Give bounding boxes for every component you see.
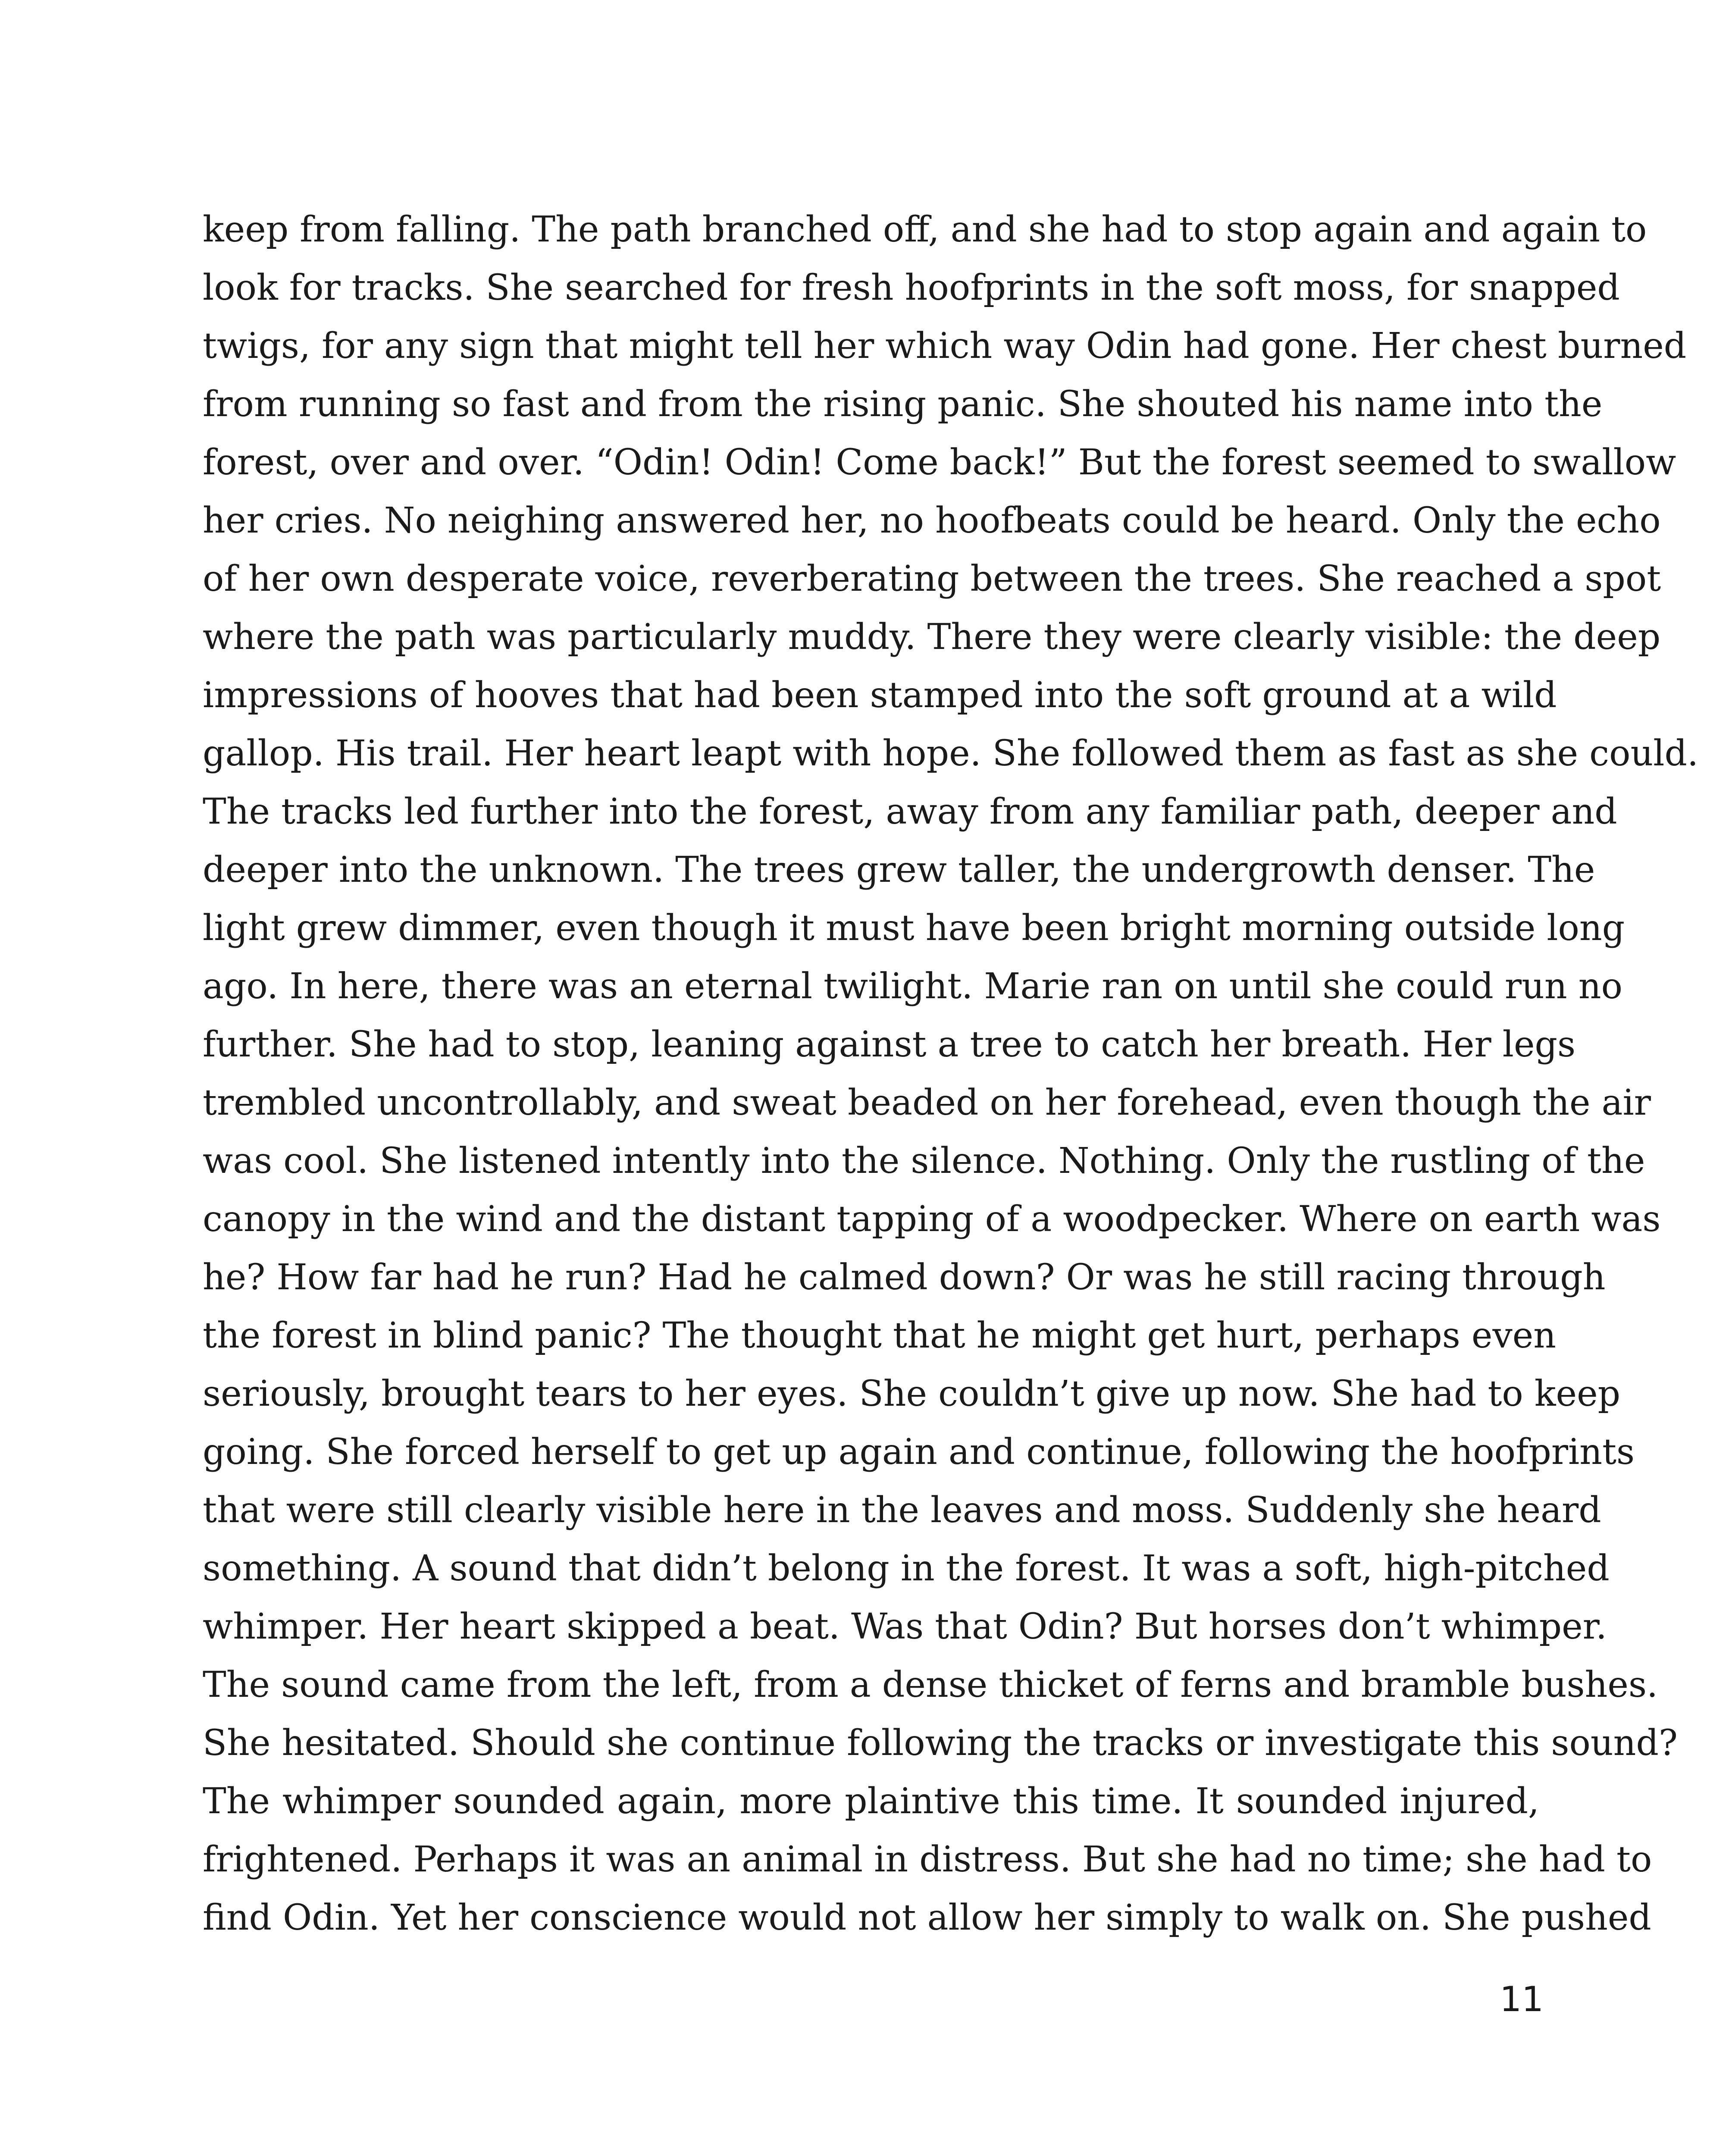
text-line: gallop. His trail. Her heart leapt with hope. She followed them as fast as she could. [203, 733, 1699, 774]
text-line: ago. In here, there was an eternal twilight. Marie ran on until she could run no [203, 966, 1622, 1007]
text-line: trembled uncontrollably, and sweat beaded on her forehead, even though the air [203, 1082, 1651, 1123]
text-line: canopy in the wind and the distant tapping of a woodpecker. Where on earth was [203, 1199, 1661, 1240]
text-line: where the path was particularly muddy. There they were clearly visible: the deep [203, 617, 1661, 658]
text-line: of her own desperate voice, reverberating between the trees. She reached a spot [203, 558, 1661, 599]
text-line: She hesitated. Should she continue following the tracks or investigate this sound? [203, 1723, 1678, 1764]
text-line: twigs, for any sign that might tell her which way Odin had gone. Her chest burned [203, 326, 1687, 367]
text-line: whimper. Her heart skipped a beat. Was that Odin? But horses don’t whimper. [203, 1606, 1607, 1647]
text-line: frightened. Perhaps it was an animal in distress. But she had no time; she had to [203, 1839, 1652, 1880]
text-line: he? How far had he run? Had he calmed down? Or was he still racing through [203, 1257, 1606, 1298]
text-line: something. A sound that didn’t belong in the forest. It was a soft, high-pitched [203, 1548, 1610, 1589]
text-line: deeper into the unknown. The trees grew taller, the undergrowth denser. The [203, 849, 1595, 890]
body-text [203, 201, 1699, 1947]
text-line: The tracks led further into the forest, away from any familiar path, deeper and [203, 791, 1617, 832]
text-line: find Odin. Yet her conscience would not allow her simply to walk on. She pushed [203, 1897, 1651, 1938]
text-line: was cool. She listened intently into the silence. Nothing. Only the rustling of the [203, 1141, 1645, 1181]
text-line: seriously, brought tears to her eyes. She couldn’t give up now. She had to keep [203, 1373, 1621, 1414]
text-line: the forest in blind panic? The thought that he might get hurt, perhaps even [203, 1315, 1557, 1356]
text-line: keep from falling. The path branched off, and she had to stop again and again to [203, 209, 1647, 250]
text-line: forest, over and over. “Odin! Odin! Come back!” But the forest seemed to swallow [203, 442, 1676, 483]
text-line: light grew dimmer, even though it must have been bright morning outside long [203, 908, 1625, 949]
text-line: from running so fast and from the rising panic. She shouted his name into the [203, 384, 1603, 425]
text-line: further. She had to stop, leaning against a tree to catch her breath. Her legs [203, 1024, 1576, 1065]
text-line: impressions of hooves that had been stamped into the soft ground at a wild [203, 675, 1557, 716]
text-line: The sound came from the left, from a dense thicket of ferns and bramble bushes. [203, 1664, 1658, 1705]
text-line: that were still clearly visible here in the leaves and moss. Suddenly she heard [203, 1490, 1601, 1531]
page-number: 11 [1500, 1979, 1544, 2019]
text-line: going. She forced herself to get up again and continue, following the hoofprints [203, 1432, 1635, 1473]
text-line: look for tracks. She searched for fresh hoofprints in the soft moss, for snapped [203, 267, 1620, 308]
text-line: her cries. No neighing answered her, no hoofbeats could be heard. Only the echo [203, 500, 1661, 541]
text-line: The whimper sounded again, more plaintive this time. It sounded injured, [203, 1781, 1539, 1822]
